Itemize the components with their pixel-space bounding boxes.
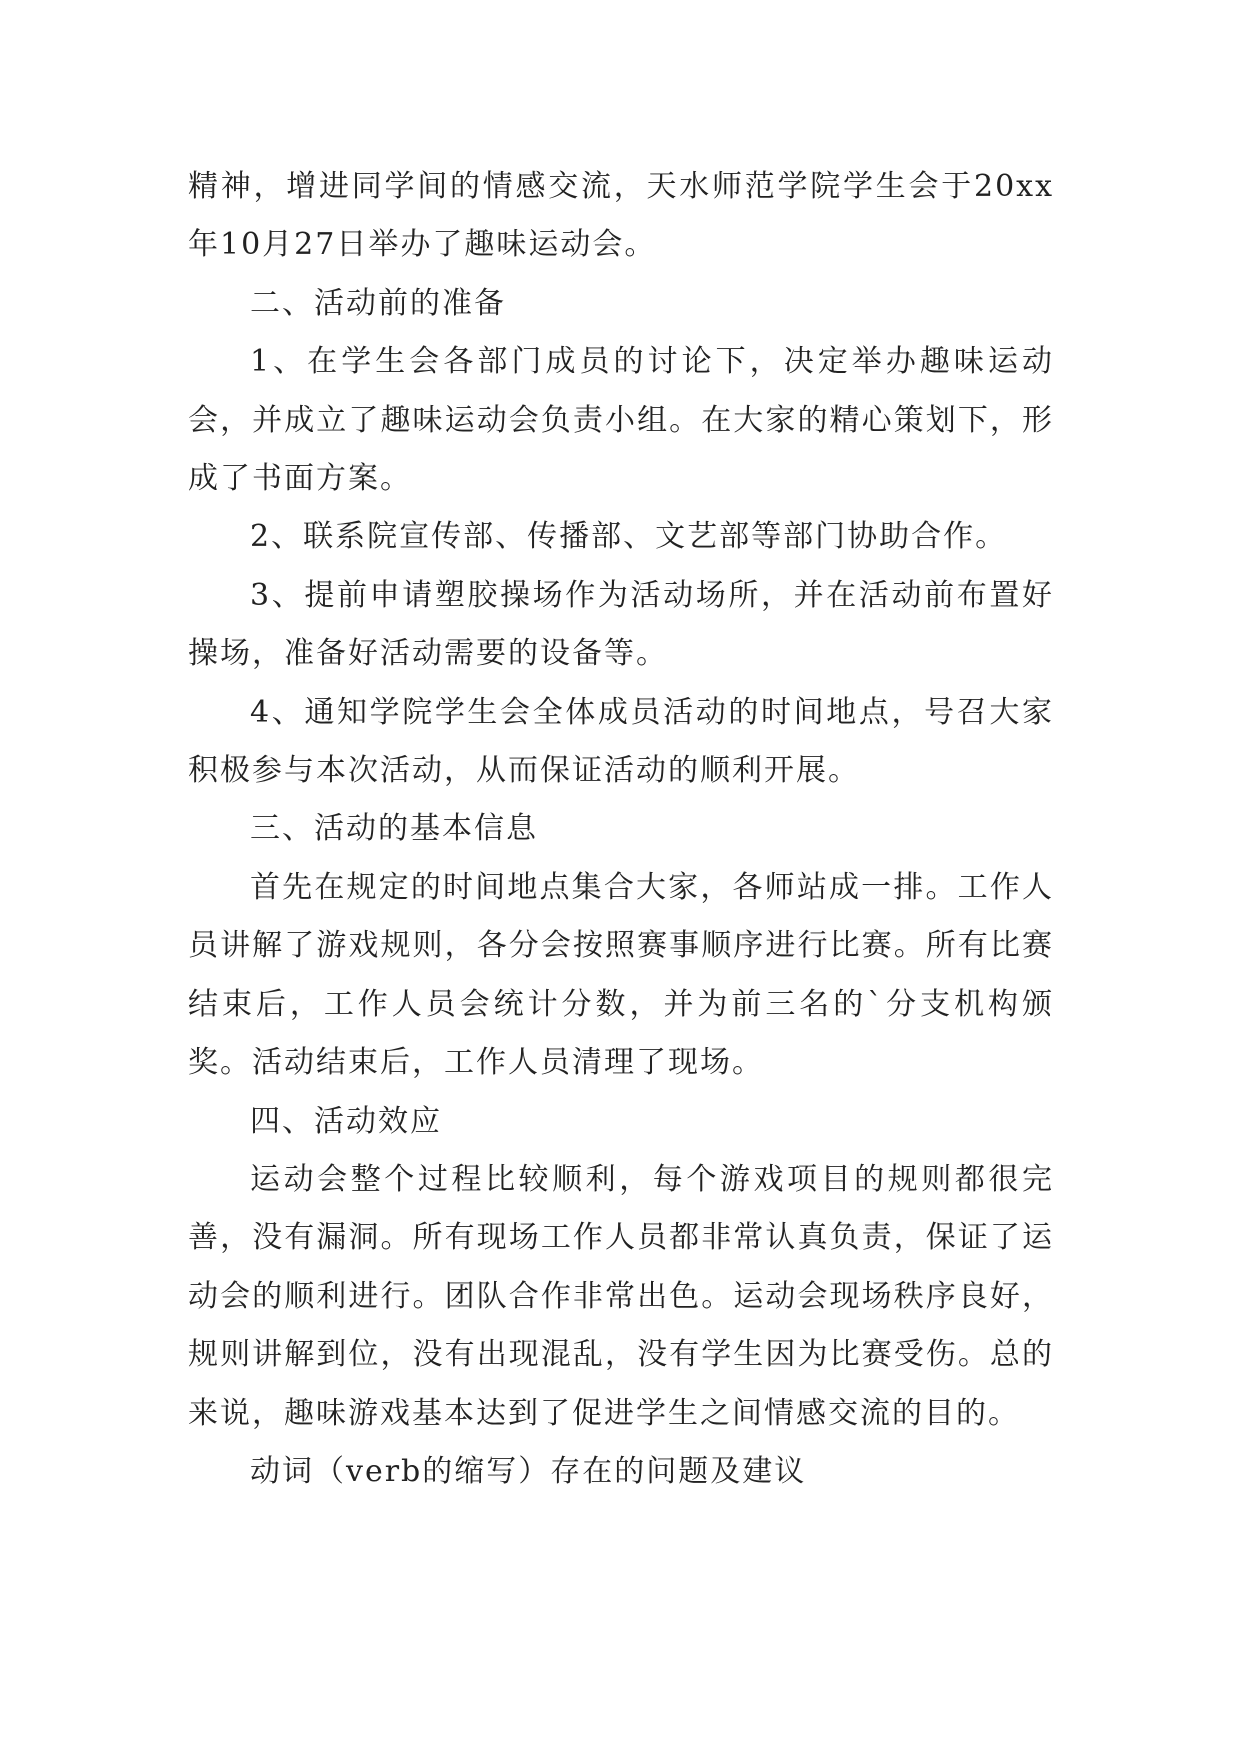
section-heading-effect: 四、活动效应	[250, 1103, 442, 1139]
document-body	[188, 158, 1054, 1501]
paragraph-prep-item-4: 4、通知学院学生会全体成员活动的时间地点，号召大家积极参与本次活动，从而保证活动的顺利开展。	[188, 694, 1054, 789]
section-heading-problems: 动词（verb的缩写）存在的问题及建议	[250, 1453, 807, 1489]
section-heading-basic-info: 三、活动的基本信息	[250, 811, 538, 847]
section-heading-preparation: 二、活动前的准备	[250, 285, 506, 321]
paragraph-intro-continued: 精神，增进同学间的情感交流，天水师范学院学生会于20xx年10月27日举办了趣味运动会。	[188, 169, 1054, 263]
paragraph-basic-info: 首先在规定的时间地点集合大家，各师站成一排。工作人员讲解了游戏规则，各分会按照赛事顺序进行比赛。所有比赛结束后，工作人员会统计分数，并为前三名的`分支机构颁奖。活动结束后，工作人员清理了现场。	[188, 869, 1054, 1081]
paragraph-prep-item-1: 1、在学生会各部门成员的讨论下，决定举办趣味运动会，并成立了趣味运动会负责小组。在大家的精心策划下，形成了书面方案。	[188, 344, 1054, 497]
paragraph-prep-item-2: 2、联系院宣传部、传播部、文艺部等部门协助合作。	[250, 519, 1008, 555]
paragraph-effect: 运动会整个过程比较顺利，每个游戏项目的规则都很完善，没有漏洞。所有现场工作人员都非常认真负责，保证了运动会的顺利进行。团队合作非常出色。运动会现场秩序良好，规则讲解到位，没有出现混乱，没有学生因为比赛受伤。总的来说，趣味游戏基本达到了促进学生之间情感交流的目的。	[188, 1161, 1054, 1431]
paragraph-prep-item-3: 3、提前申请塑胶操场作为活动场所，并在活动前布置好操场，准备好活动需要的设备等。	[188, 577, 1054, 672]
